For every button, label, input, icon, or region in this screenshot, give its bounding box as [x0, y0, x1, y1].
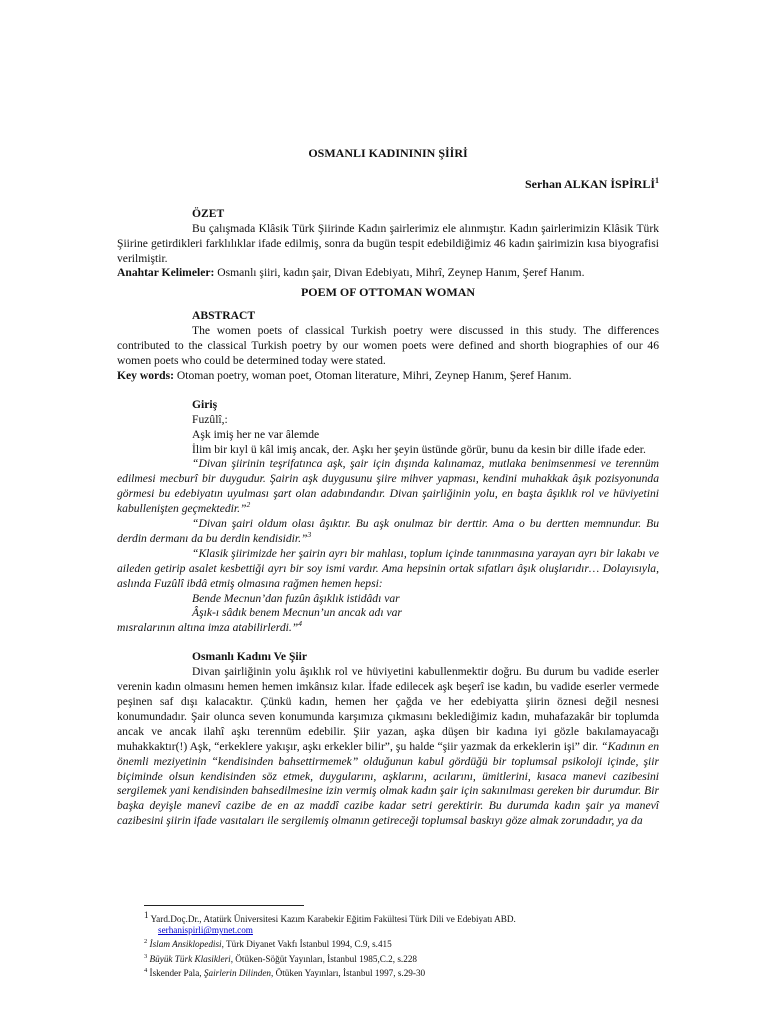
- english-title: POEM OF OTTOMAN WOMAN: [300, 285, 476, 300]
- footnote-3: [144, 951, 664, 965]
- giris-quote-1: [117, 457, 659, 517]
- footnote-ref-3: 3: [307, 530, 312, 540]
- abstract-heading: ABSTRACT: [192, 309, 256, 323]
- anahtar-kelimeler-label: Anahtar Kelimeler:: [117, 266, 215, 280]
- author-line: [117, 174, 659, 192]
- footnote-1-text: Yard.Doç.Dr., Atatürk Üniversitesi Kazım Karabekir Eğitim Fakültesi Türk Dili ve Edebiyatı ABD.: [150, 914, 516, 925]
- footnote-2-number: 2: [144, 938, 148, 946]
- footnote-ref-4: 4: [298, 619, 302, 629]
- giris-quote-2-text: “Divan şairi oldum olası âşıktır. Bu aşk onulmaz bir derttir. Ama o bu dertten memnundur. Bu derdin dermanı da bu derdin kendisidir.”: [117, 517, 659, 545]
- footnote-3-number: 3: [144, 952, 148, 960]
- footnote-4-text: , Ötüken Yayınları, İstanbul 1997, s.29-30: [271, 968, 426, 979]
- author-email-link[interactable]: serhanispirli@mynet.com: [158, 925, 253, 936]
- footnote-1: [144, 910, 664, 925]
- anahtar-kelimeler-text: Osmanlı şiiri, kadın şair, Divan Edebiyatı, Mihrî, Zeynep Hanım, Şeref Hanım.: [214, 266, 585, 280]
- footnote-2: [144, 936, 664, 950]
- article-body: [117, 146, 659, 829]
- giris-verse-3: Bende Mecnun’dan fuzûn âşıklık istidâdı var: [192, 591, 400, 605]
- anahtar-kelimeler: [117, 266, 659, 281]
- giris-quote-3-end-text: mısralarının altına imza atabilirlerdi.”: [117, 621, 299, 635]
- footnote-1-email: [144, 925, 664, 936]
- giris-verse-2: İlim bir kıyl ü kâl imiş ancak, der. Aşkı her şeyin üstünde görür, bunu da kesin bir dille ifade eder.: [192, 442, 646, 456]
- giris-verse-1: Aşk imiş her ne var âlemde: [192, 427, 320, 441]
- footnote-4-author: İskender Pala,: [149, 968, 204, 979]
- giris-quote-2: [117, 517, 659, 547]
- section-paragraph-quote: “Kadının en önemli meziyetinin “kendisinden bahsettirmemek” olduğunun kabul gördüğü bir toplumsal psikoloji içinde, şiir biçiminde olsun kendisinden söz etmek, duygularını, aşklarını, acılarını, ümitlerini, kısaca manevi cazibesini sergilemek yani kendisinden bahsedilmesine izin vermiş olmak kadın şair için sakınılması gereken bir durumdur. Bir başka deyişle manevî cazibe de en az maddî cazibe kadar setri gerektirir. Bu durumda kadın şair ya manevî cazibesini şiirin ifade vasıtaları ile sergilemiş olmanın getireceği toplumsal baskıyı göze almak zorundadır, ya da: [117, 739, 659, 828]
- footnote-4-number: 4: [144, 967, 148, 974]
- footnote-divider: [144, 905, 304, 906]
- english-keywords-text: Otoman poetry, woman poet, Otoman literature, Mihri, Zeynep Hanım, Şeref Hanım.: [174, 368, 572, 382]
- section-heading: Osmanlı Kadını Ve Şiir: [192, 650, 308, 664]
- ozet-text: Bu çalışmada Klâsik Türk Şiirinde Kadın şairlerimiz ele alınmıştır. Kadın şairlerimizin Klâsik Türk Şiirine getirdikleri farklılıklar ifade edilmiş, sonra da bugün tespit edebildiğimiz 46 kadın şairimizin kısa biyografisi verilmiştir.: [117, 221, 659, 265]
- footnote-2-source: İslam Ansiklopedisi: [149, 939, 222, 950]
- ozet-heading: ÖZET: [192, 206, 225, 220]
- footnote-4-source: Şairlerin Dilinden: [203, 968, 272, 979]
- footnote-3-source: Büyük Türk Klasikleri: [149, 953, 231, 964]
- giris-quote-1-text: “Divan şiirinin teşrifatınca aşk, şair için dışında kalınamaz, mutlaka benimsenmesi ve terennüm edilmesi mecburî bir duygudur. Şairin aşk duygusunu şiire mihver yapması, kendini muhakkak âşık pozisyonunda görmesi bu edebiyatın uyulması şart olan adabındandır. Divan şairliğinin yolu, en başta âşıklık rol ve hüviyetini kabullenişten geçmektedir.”: [117, 457, 659, 516]
- giris-fuzuli: Fuzûlî,:: [192, 412, 228, 426]
- footnote-3-text: , Ötüken-Söğüt Yayınları, İstanbul 1985,C.2, s.228: [230, 953, 418, 964]
- footnote-1-number: 1: [144, 910, 149, 920]
- giris-quote-3: “Klasik şiirimizde her şairin ayrı bir mahlası, toplum içinde tanınmasına yarayan ayrı bir lakabı ve aileden getirip asalet kesbettiği ayrı bir soy ismi vardır. Ama hepsinin ortak sıfatları âşık oluşlarıdır… Dolayısıyla, aslında Fuzûlî ibdâ etmiş olmasına rağmen hemen hepsi:: [117, 546, 659, 590]
- author-footnote-ref: 1: [655, 175, 659, 185]
- abstract-text: The women poets of classical Turkish poetry were discussed in this study. The differences contributed to the classical Turkish poetry by our women poets were defined and shorth biographies of our 46 women poets who could be determined today were stated.: [117, 324, 659, 367]
- giris-heading: Giriş: [192, 397, 218, 411]
- english-keywords-label: Key words:: [117, 368, 174, 382]
- giris-verse-4: Âşık-ı sâdık benem Mecnun’un ancak adı var: [192, 606, 402, 620]
- footnotes: [144, 905, 664, 979]
- footnote-2-text: , Türk Diyanet Vakfı İstanbul 1994, C.9, s.415: [221, 939, 392, 950]
- article-title: OSMANLI KADINININ ŞİİRİ: [308, 146, 468, 160]
- footnote-ref-2: 2: [246, 500, 251, 510]
- author-name: Serhan ALKAN İSPİRLİ: [524, 176, 655, 191]
- footnote-4: [144, 965, 664, 979]
- giris-quote-3-end: [117, 621, 659, 636]
- section-paragraph: [117, 665, 659, 829]
- section-paragraph-text: Divan şairliğinin yolu âşıklık rol ve hüviyetini kabullenmektir doğru. Bu durum bu vadide eserler verenin kadın olmasını hemen hemen imkânsız kılar. İfade edilecek aşk beşerî ise kadın, bu vadide eserler vermede peşinen saf dışı kalacaktır. Çünkü kadın, hemen her çağda ve her edebiyatta şiirin öznesi değil nesnesi konumundadır. Şair olunca seven konumunda karşımıza çıkmasını beklediğimiz kadın, muhafazakâr bir toplumda ancak ve ancak ilahî aşkı terennüm edebilir. Şiir yazan, aşka düşen bir kadına iyi gözle bakılamayacağı muhakkaktır(!) Aşk, “erkeklere yakışır, aşkı erkekler bilir”, şu halde “şiir yazmak da erkeklerin işi” dir.: [117, 665, 659, 753]
- english-keywords: [117, 369, 659, 384]
